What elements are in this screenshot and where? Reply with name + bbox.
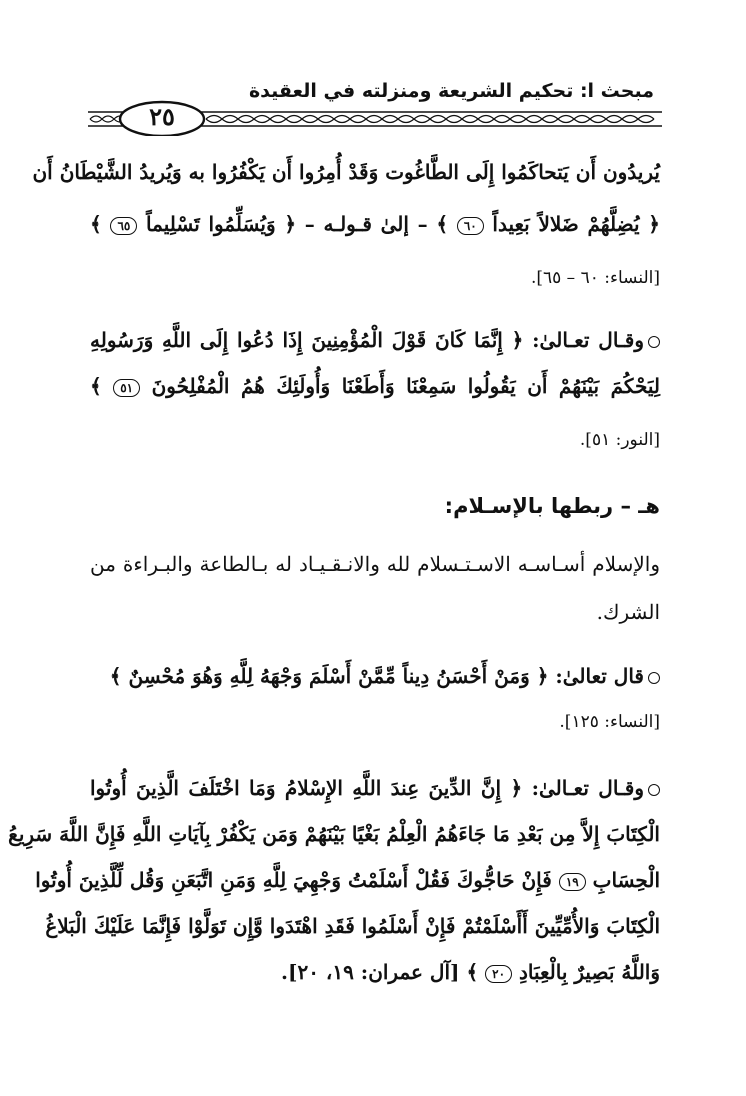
verse-text: ﴾ – إلىٰ قـولـه – ﴿ وَيُسَلِّمُوا تَسْلِيماً: [146, 212, 449, 236]
citation-line: [النور: ٥١].: [579, 430, 660, 450]
text-line-5: [90, 374, 660, 398]
text-line-11: [90, 776, 660, 800]
text-line-2: [90, 212, 660, 236]
verse-number-marker: ١٩: [559, 873, 586, 891]
text-line-9: [110, 664, 660, 688]
citation-line: [النساء: ٦٠ – ٦٥].: [530, 268, 660, 288]
text-line-13: [35, 868, 660, 892]
verse-number-marker: ٦٠: [457, 217, 484, 235]
page-number: ٢٥: [149, 102, 175, 131]
text-line-1: يُريدُون أَن يَتحاكَمُوا إِلَى الطَّاغُوت وَقَدْ أُمِرُوا أَن يَكْفُرُوا به وَيُريدُ الشَّيْطَانُ أَن: [32, 160, 660, 184]
text-line-7: والإسلام أسـاسـه الاسـتـسلام لله والانـقـيـاد له بـالطاعة والبـراءة من: [90, 552, 660, 576]
verse-text: وَاللَّهُ بَصِيرٌ بِالْعِبَادِ: [519, 960, 660, 984]
bullet-circle-icon: [648, 784, 660, 796]
text-line-12: الْكِتَابَ إِلاَّ مِن بَعْدِ مَا جَاءَهُمُ الْعِلْمُ بَغْيًا بَيْنَهُمْ وَمَن يَكْفُرْ بِآيَاتِ اللَّهِ فَإِنَّ اللَّهَ سَرِيعُ: [8, 822, 660, 846]
verse-opening-bracket: ﴿: [639, 212, 660, 236]
verse-number-marker: ٢٠: [485, 965, 512, 983]
verse-closing-bracket: ﴾: [90, 374, 102, 398]
verse-text: قال تعالىٰ: ﴿ وَمَنْ أَحْسَنُ دِيناً مِّمَّنْ أَسْلَمَ وَجْهَهُ لِلَّهِ وَهُوَ مُحْسِنٌ ﴾: [109, 664, 644, 688]
bullet-circle-icon: [648, 336, 660, 348]
verse-text: وقـال تعـالىٰ: ﴿ إِنَّ الدِّينَ عِندَ اللَّهِ الإِسْلامُ وَمَا اخْتَلَفَ الَّذِينَ أُوتُوا: [90, 776, 644, 800]
verse-closing-bracket: ﴾: [90, 212, 102, 236]
text-line-4: [90, 328, 660, 352]
bullet-circle-icon: [648, 672, 660, 684]
text-line-15: [281, 960, 660, 984]
verse-number-marker: ٦٥: [110, 217, 137, 235]
running-header-title: مبحث ا: تحكيم الشريعة ومنزلته في العقيدة: [248, 80, 654, 102]
verse-text: الْحِسَابِ: [592, 868, 660, 892]
verse-number-marker: ٥١: [113, 379, 140, 397]
citation-text: ﴾ [آل عمران: ١٩، ٢٠].: [281, 960, 479, 984]
verse-text: لِيَحْكُمَ بَيْنَهُمْ أَن يَقُولُوا سَمِعْنَا وَأَطَعْنَا وَأُولَئِكَ هُمُ الْمُفْلِحُونَ: [151, 374, 660, 398]
text-line-8: الشرك.: [596, 600, 660, 624]
text-line-14: الْكِتَابَ وَالأُمِّيِّينَ أَأَسْلَمْتُمْ فَإِنْ أَسْلَمُوا فَقَدِ اهْتَدَوا وَّإِن تَوَلَّوْا فَإِنَّمَا عَلَيْكَ الْبَلاغُ: [45, 914, 660, 938]
verse-text: فَإِنْ حَاجُّوكَ فَقُلْ أَسْلَمْتُ وَجْهِيَ لِلَّهِ وَمَنِ اتَّبَعَنِ وَقُل لِّلَّذِينَ أُوتُوا: [35, 868, 552, 892]
verse-text: يُضِلَّهُمْ ضَلالاً بَعِيداً: [492, 212, 640, 236]
citation-line: [النساء: ١٢٥].: [559, 712, 660, 732]
section-heading: هـ – ربطها بالإسـلام:: [444, 494, 660, 518]
verse-text: وقـال تعـالىٰ: ﴿ إِنَّمَا كَانَ قَوْلَ الْمُؤْمِنِينَ إِذَا دُعُوا إِلَى اللَّهِ وَرَسُولِهِ: [90, 328, 645, 352]
